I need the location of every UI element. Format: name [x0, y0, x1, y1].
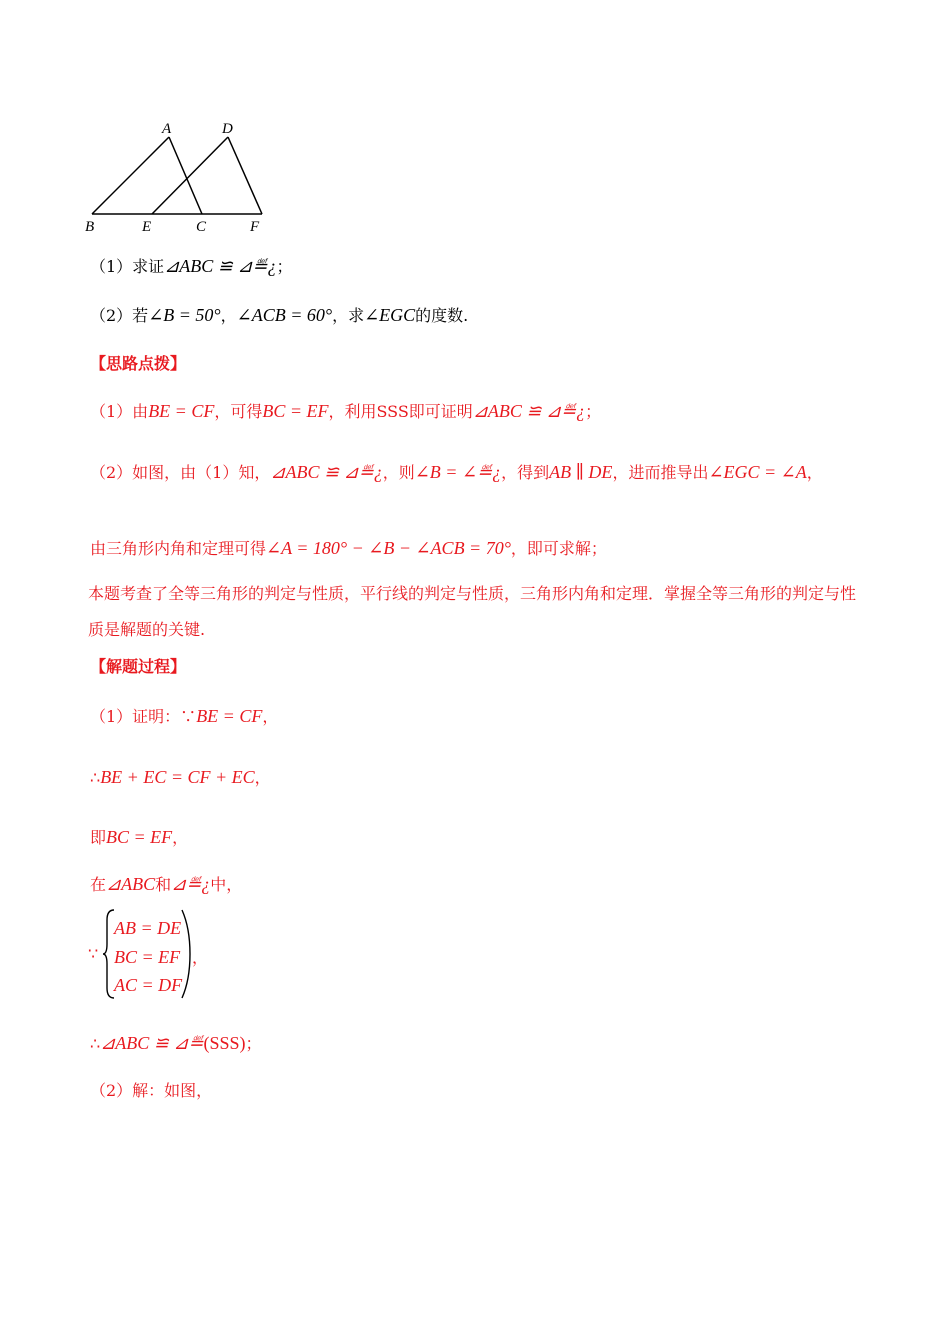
- equation-system: [88, 908, 228, 1004]
- system-comma: ，: [192, 948, 209, 967]
- question-part1: （1）求证⊿ABC ≌ ⊿≝¿；: [90, 256, 293, 276]
- label-e: E: [142, 219, 152, 235]
- hint-line2: （2）如图，由（1）知，⊿ABC ≌ ⊿≝¿，则∠B = ∠≝¿，得到AB ∥ DE，进而推导出∠EGC = ∠A，: [90, 462, 823, 482]
- because-symbol: ∵: [88, 944, 99, 963]
- label-b: B: [85, 219, 95, 235]
- segment-df: [228, 137, 262, 214]
- segment-ab: [92, 137, 169, 214]
- hint-heading: 【思路点拨】: [90, 354, 187, 373]
- solution-step2: ∴BE + EC = CF + EC，: [90, 767, 271, 787]
- hint-line1: （1）由BE = CF，可得BC = EF，利用SSS即可证明⊿ABC ≌ ⊿≝¿；: [90, 401, 602, 421]
- equation-ac-df: AC = DF: [114, 975, 183, 995]
- label-c: C: [196, 219, 207, 235]
- solution-step3: 即BC = EF，: [90, 827, 189, 847]
- segment-ac: [169, 137, 202, 214]
- equation-ab-de: AB = DE: [114, 918, 182, 938]
- solution-step1: （1）证明：∵BE = CF，: [90, 706, 279, 726]
- solution-step7: （2）解：如图，: [90, 1081, 213, 1100]
- right-paren-icon: [180, 908, 192, 1000]
- label-f: F: [250, 219, 260, 235]
- hint-summary: 本题考查了全等三角形的判定与性质，平行线的判定与性质，三角形内角和定理．掌握全等三角形的判定与性质是解题的关键.: [88, 584, 857, 639]
- equation-bc-ef: BC = EF: [114, 947, 181, 967]
- solution-step4: 在⊿ABC和⊿≝¿中，: [90, 874, 243, 894]
- label-a: A: [162, 121, 172, 137]
- segment-ed: [152, 137, 228, 214]
- triangle-figure: [80, 115, 280, 240]
- hint-line3: 由三角形内角和定理可得∠A = 180° − ∠B − ∠ACB = 70°，即可求解；: [90, 538, 607, 558]
- label-d: D: [222, 121, 233, 137]
- solution-heading: 【解题过程】: [90, 657, 187, 676]
- question-part2: （2）若∠B = 50°，∠ACB = 60°，求∠EGC的度数.: [90, 305, 469, 325]
- solution-step6: ∴⊿ABC ≌ ⊿≝(SSS)；: [90, 1033, 262, 1053]
